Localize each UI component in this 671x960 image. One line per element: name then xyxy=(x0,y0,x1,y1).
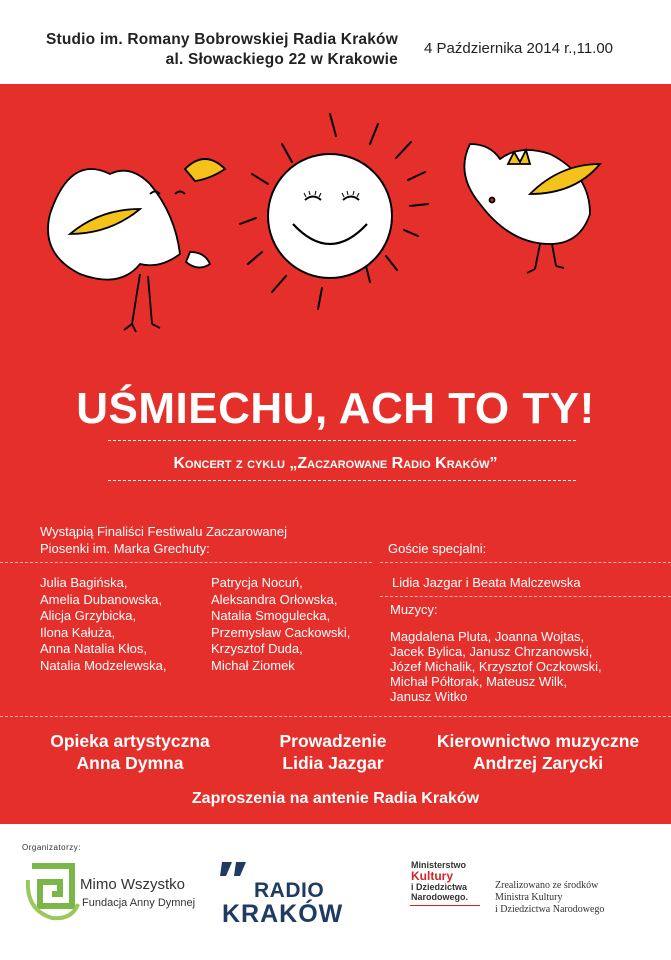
finalist-name: Michał Ziomek xyxy=(211,657,295,673)
finalist-name: Aleksandra Orłowska, xyxy=(211,591,338,607)
divider xyxy=(380,562,671,563)
finalists-col-2 xyxy=(211,575,350,674)
organizers-label: Organizatorzy: xyxy=(22,843,82,852)
radio-krakow-logo-line-1: RADIO xyxy=(254,879,325,902)
funding-note-line: Zrealizowano ze środków xyxy=(495,880,599,891)
finalist-name: Anna Natalia Kłos, xyxy=(40,641,147,656)
event-date: 4 Października 2014 r.,11.00 xyxy=(424,40,614,57)
divider xyxy=(410,905,480,906)
musicians-heading: Muzycy: xyxy=(390,602,438,617)
musicians-line: Jacek Bylica, Janusz Chrzanowski, xyxy=(390,644,593,659)
finalist-name: Natalia Smogulecka, xyxy=(211,608,331,623)
musicians-line: Michał Półtorak, Mateusz Wilk, xyxy=(390,674,567,689)
finalist-name: Amelia Dubanowska, xyxy=(40,591,163,607)
finalists-heading-line: Wystąpią Finaliści Festiwalu Zaczarowanej xyxy=(40,524,287,539)
finalists-heading xyxy=(40,524,287,557)
musicians-line: Magdalena Pluta, Joanna Wojtas, xyxy=(390,629,585,644)
role-person: Lidia Jazgar xyxy=(282,753,384,773)
finalist-name: Krzysztof Duda, xyxy=(211,641,303,656)
ministry-logo xyxy=(411,860,468,902)
role-music xyxy=(418,730,658,774)
funding-note xyxy=(495,880,604,916)
mimo-wszystko-subtitle: Fundacja Anny Dymnej xyxy=(82,897,196,909)
divider xyxy=(108,480,576,481)
finalist-name: Julia Bagińska, xyxy=(40,575,128,590)
ministry-logo-line: Kultury xyxy=(411,869,453,883)
musicians-line: Janusz Witko xyxy=(390,689,468,704)
role-host xyxy=(258,730,408,774)
funding-note-line: i Dziedzictwa Narodowego xyxy=(495,904,605,915)
guests-heading: Goście specjalni: xyxy=(388,541,487,556)
role-title: Prowadzenie xyxy=(279,731,387,751)
finalist-name: Patrycja Nocuń, xyxy=(211,575,303,590)
right-bird-icon xyxy=(464,144,600,273)
poster-subtitle: Koncert z cyklu „Zaczarowane Radio Kraków” xyxy=(173,455,498,472)
radio-krakow-quote-icon xyxy=(218,858,252,878)
finalist-name: Natalia Modzelewska, xyxy=(40,657,167,673)
finalists-col-1 xyxy=(40,575,166,674)
divider xyxy=(0,716,671,717)
venue-line-1: Studio im. Romany Bobrowskiej Radia Kraków xyxy=(45,31,398,48)
funding-note-line: Ministra Kultury xyxy=(495,892,563,903)
left-bird-icon xyxy=(48,159,225,332)
finalist-name: Alicja Grzybicka, xyxy=(40,608,137,623)
divider xyxy=(108,440,576,441)
invitation-text: Zaproszenia na antenie Radia Kraków xyxy=(191,790,480,807)
mimo-wszystko-logo-icon xyxy=(24,860,80,922)
poster xyxy=(0,84,671,824)
musicians-line: Józef Michalik, Krzysztof Oczkowski, xyxy=(390,659,602,674)
ministry-logo-line: Ministerstwo xyxy=(411,860,467,870)
finalist-name: Przemysław Cackowski, xyxy=(211,624,351,640)
role-artistic xyxy=(30,730,230,774)
ministry-logo-line: i Dziedzictwa xyxy=(411,882,468,892)
header xyxy=(0,0,671,84)
role-person: Andrzej Zarycki xyxy=(472,753,604,773)
venue-line-2: al. Słowackiego 22 w Krakowie xyxy=(165,51,398,68)
divider xyxy=(380,596,671,597)
sun-face-icon xyxy=(268,154,392,278)
radio-krakow-logo-line-2: KRAKÓW xyxy=(222,900,344,928)
role-title: Opieka artystyczna xyxy=(50,731,210,751)
musicians-list xyxy=(390,629,602,704)
illustration xyxy=(0,84,671,354)
guests-names: Lidia Jazgar i Beata Malczewska xyxy=(392,575,581,590)
mimo-wszystko-name: Mimo Wszystko xyxy=(80,876,185,893)
divider xyxy=(0,562,372,563)
ministry-logo-line: Narodowego. xyxy=(411,892,469,902)
role-person: Anna Dymna xyxy=(76,753,184,773)
role-title: Kierownictwo muzyczne xyxy=(436,731,640,751)
finalists-heading-line: Piosenki im. Marka Grechuty: xyxy=(40,540,210,556)
finalist-name: Ilona Kałuża, xyxy=(40,624,116,640)
poster-title: UŚMIECHU, ACH TO TY! xyxy=(76,384,595,433)
